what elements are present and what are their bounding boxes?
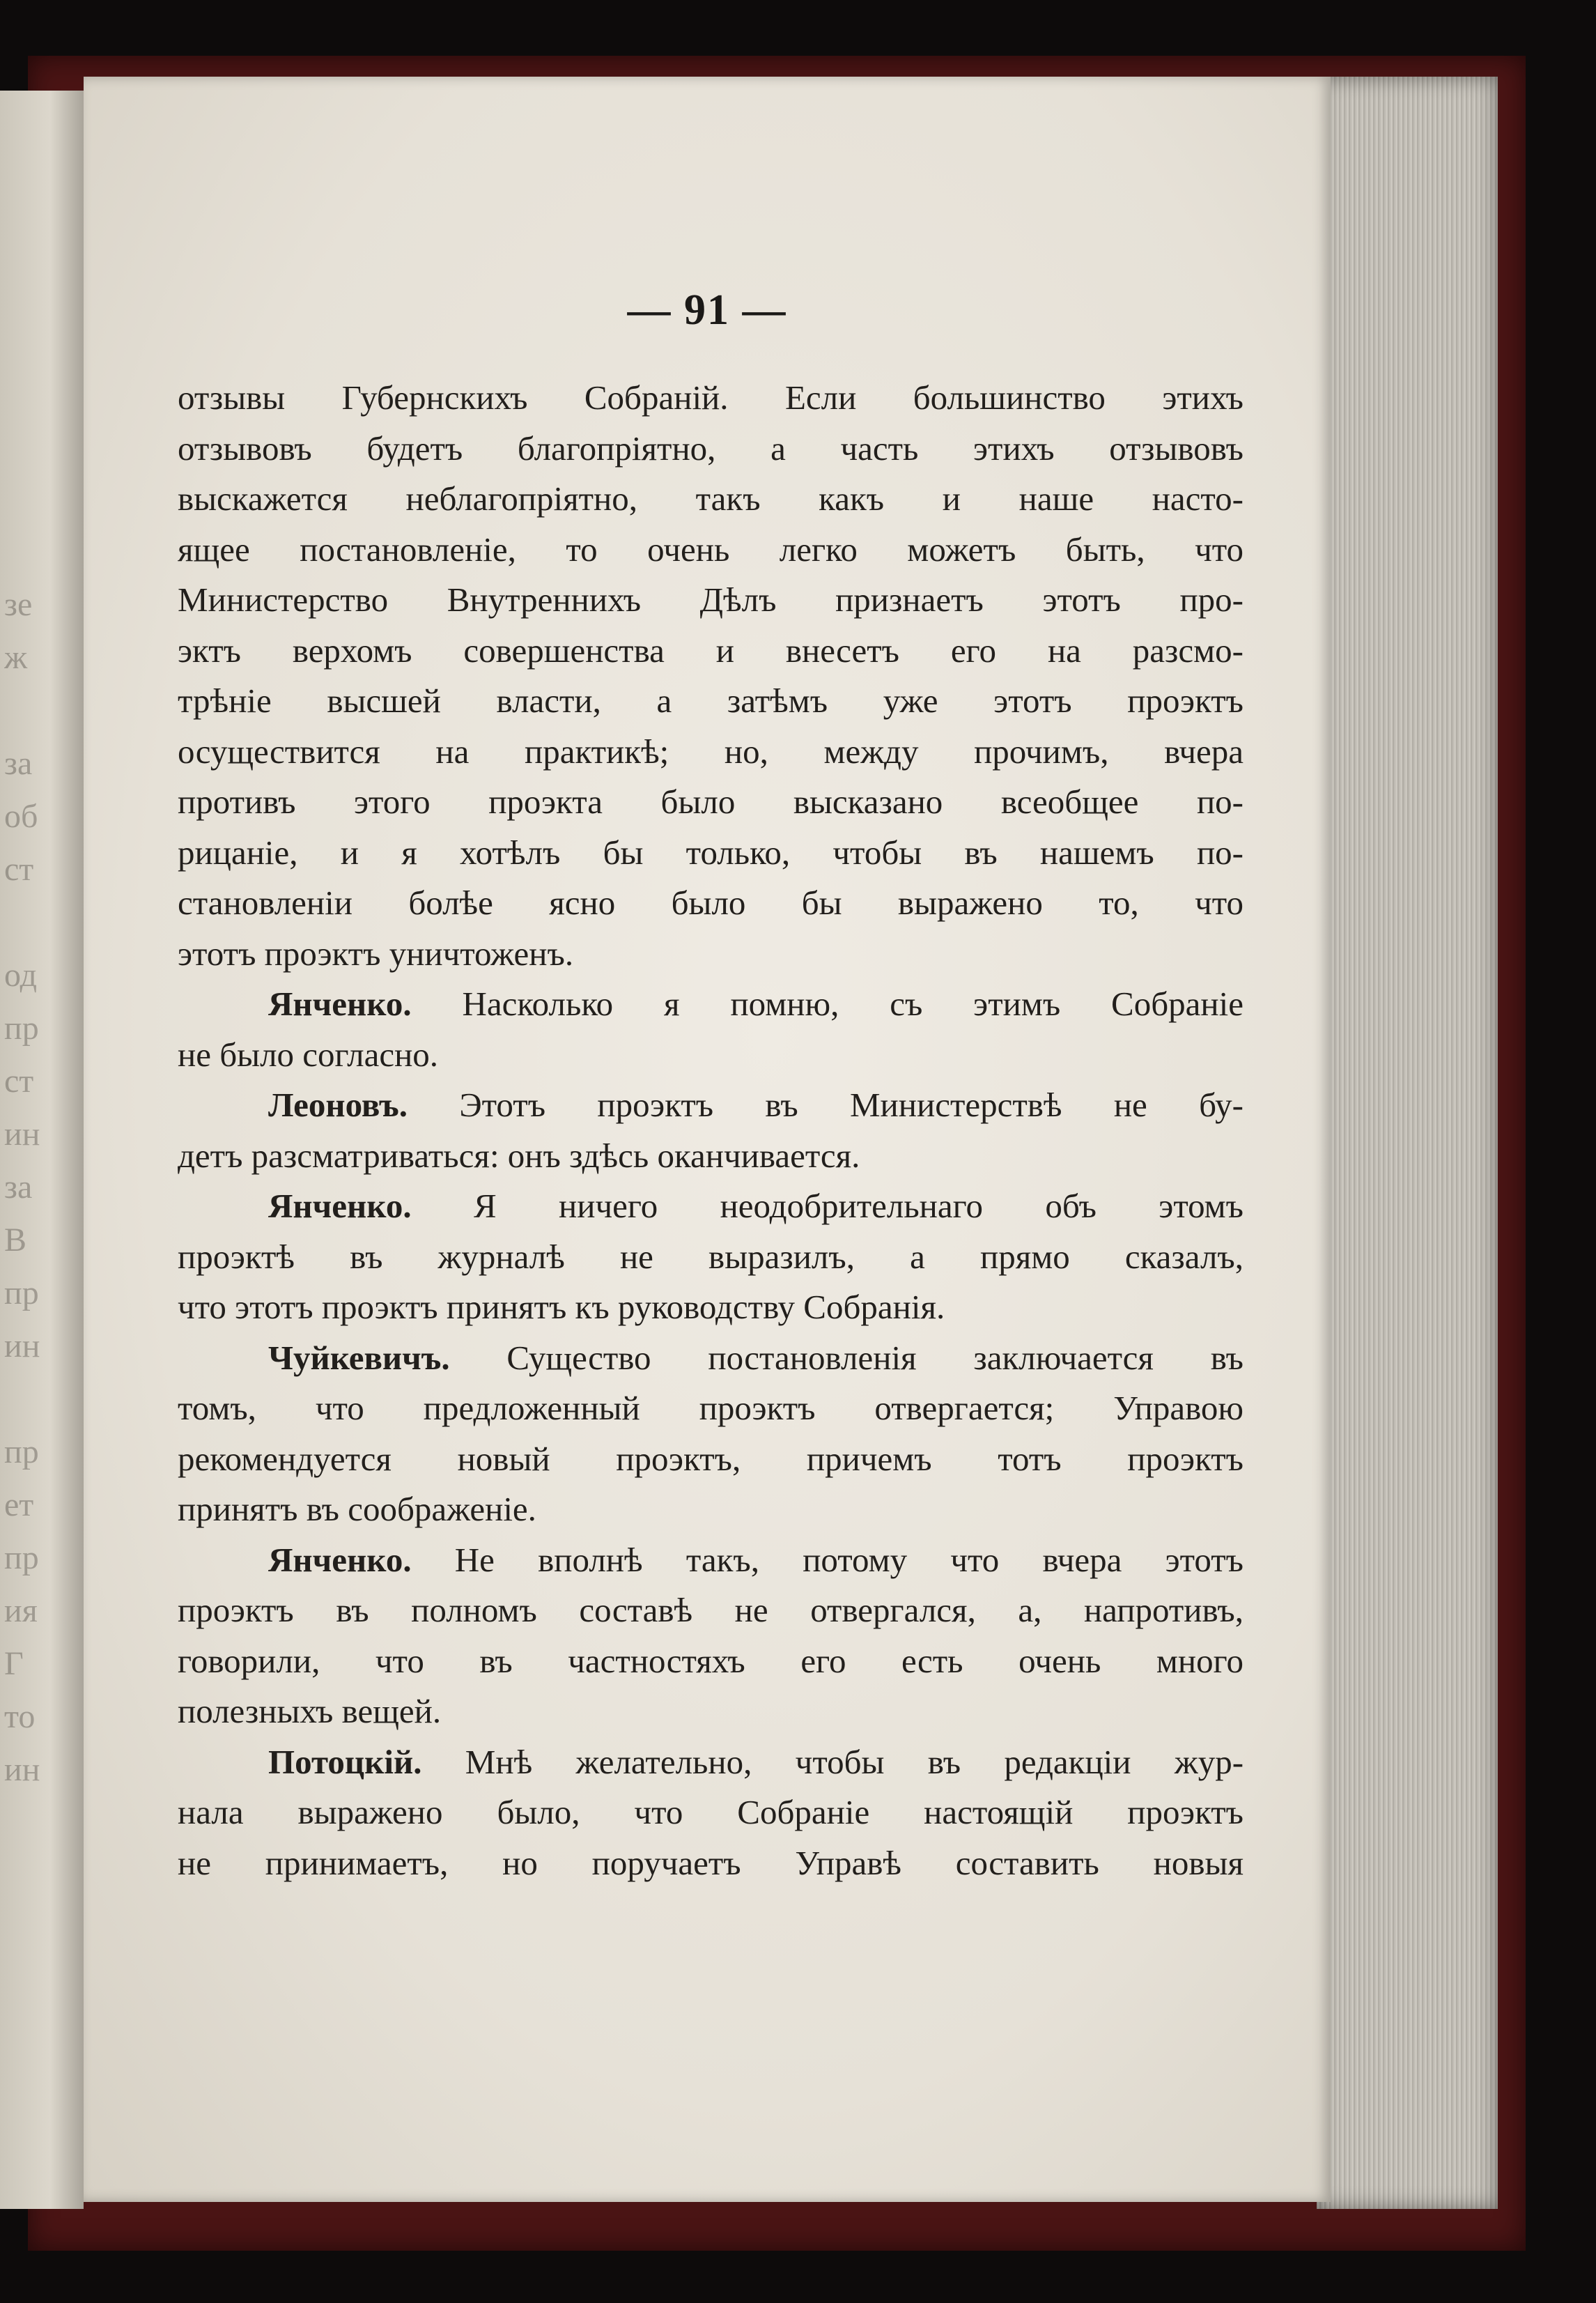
text-line: полезныхъ вещей. — [178, 1692, 442, 1730]
speech-text: Этотъ проэктъ въ Министерствѣ не бу- — [459, 1086, 1244, 1124]
speaker-name: Янченко. — [268, 1540, 412, 1579]
text-line — [178, 1737, 1244, 1788]
page-number: — 91 — — [627, 286, 787, 334]
text-line: эктъ верхомъ совершенства и внесетъ его на разсмо- — [178, 631, 1244, 670]
page-stack-edges — [1317, 77, 1498, 2209]
paragraph-5 — [178, 1333, 1244, 1535]
text-line: рекомендуется новый проэктъ, причемъ тотъ проэктъ — [178, 1439, 1244, 1478]
speech-text: Существо постановленія заключается въ — [506, 1338, 1244, 1377]
text-line: осуществится на практикѣ; но, между прочимъ, вчера — [178, 732, 1244, 771]
text-line: детъ разсматриваться: онъ здѣсь оканчивается. — [178, 1136, 860, 1175]
paragraph-4 — [178, 1181, 1244, 1333]
speech-text: Я ничего неодобрительнаго объ этомъ — [473, 1187, 1244, 1225]
book-page — [84, 77, 1331, 2202]
speech-text: Мнѣ желательно, чтобы въ редакціи жур- — [465, 1742, 1244, 1781]
text-line — [178, 1535, 1244, 1586]
text-line: рицаніе, и я хотѣлъ бы только, чтобы въ нашемъ по- — [178, 833, 1244, 872]
paragraph-1 — [178, 373, 1244, 979]
text-line: противъ этого проэкта было высказано всеобщее по- — [178, 783, 1244, 821]
page-text — [178, 373, 1244, 1888]
text-line: принятъ въ соображеніе. — [178, 1490, 536, 1528]
speaker-name: Чуйкевичъ. — [268, 1338, 450, 1377]
paragraph-2 — [178, 979, 1244, 1080]
speaker-name: Янченко. — [268, 985, 412, 1023]
text-line — [178, 1080, 1244, 1131]
text-line: говорили, что въ частностяхъ его есть очень много — [178, 1641, 1244, 1680]
text-line: томъ, что предложенный проэктъ отвергается; Управою — [178, 1389, 1244, 1427]
text-line — [178, 1333, 1244, 1384]
speaker-name: Янченко. — [268, 1187, 412, 1225]
text-line: отзывовъ будетъ благопріятно, а часть этихъ отзывовъ — [178, 429, 1244, 468]
text-line: не принимаетъ, но поручаетъ Управѣ составить новыя — [178, 1843, 1244, 1882]
text-line: Министерство Внутреннихъ Дѣлъ признаетъ этотъ про- — [178, 580, 1244, 619]
text-line — [178, 979, 1244, 1030]
text-line: выскажется неблагопріятно, такъ какъ и наше насто- — [178, 479, 1244, 518]
text-line: что этотъ проэктъ принятъ къ руководству Собранія. — [178, 1288, 945, 1326]
paragraph-6 — [178, 1535, 1244, 1737]
text-line: не было согласно. — [178, 1035, 439, 1074]
text-line: этотъ проэктъ уничтоженъ. — [178, 934, 574, 973]
text-line: проэктъ въ полномъ составѣ не отвергался, а, напротивъ, — [178, 1591, 1244, 1629]
text-line: ящее постановленіе, то очень легко можетъ быть, что — [178, 530, 1244, 569]
speech-text: Насколько я помню, съ этимъ Собраніе — [462, 985, 1244, 1023]
text-line: нала выражено было, что Собраніе настоящій проэктъ — [178, 1793, 1244, 1831]
text-line: отзывы Губернскихъ Собраній. Если большинство этихъ — [178, 378, 1244, 417]
speaker-name: Потоцкій. — [268, 1742, 422, 1781]
paragraph-7 — [178, 1737, 1244, 1889]
text-line: проэктѣ въ журналѣ не выразилъ, а прямо сказалъ, — [178, 1237, 1244, 1276]
text-line — [178, 1181, 1244, 1232]
left-page-text-fragment: зе ж за об ст од пр ст ин за В пр ин пр ет пр ия Г то ин — [4, 586, 40, 1788]
speaker-name: Леоновъ. — [268, 1086, 408, 1124]
text-line: становленіи болѣе ясно было бы выражено то, что — [178, 884, 1244, 922]
paragraph-3 — [178, 1080, 1244, 1181]
text-line: трѣніе высшей власти, а затѣмъ уже этотъ проэктъ — [178, 681, 1244, 720]
speech-text: Не вполнѣ такъ, потому что вчера этотъ — [454, 1540, 1244, 1579]
left-page-edge — [0, 91, 84, 2209]
